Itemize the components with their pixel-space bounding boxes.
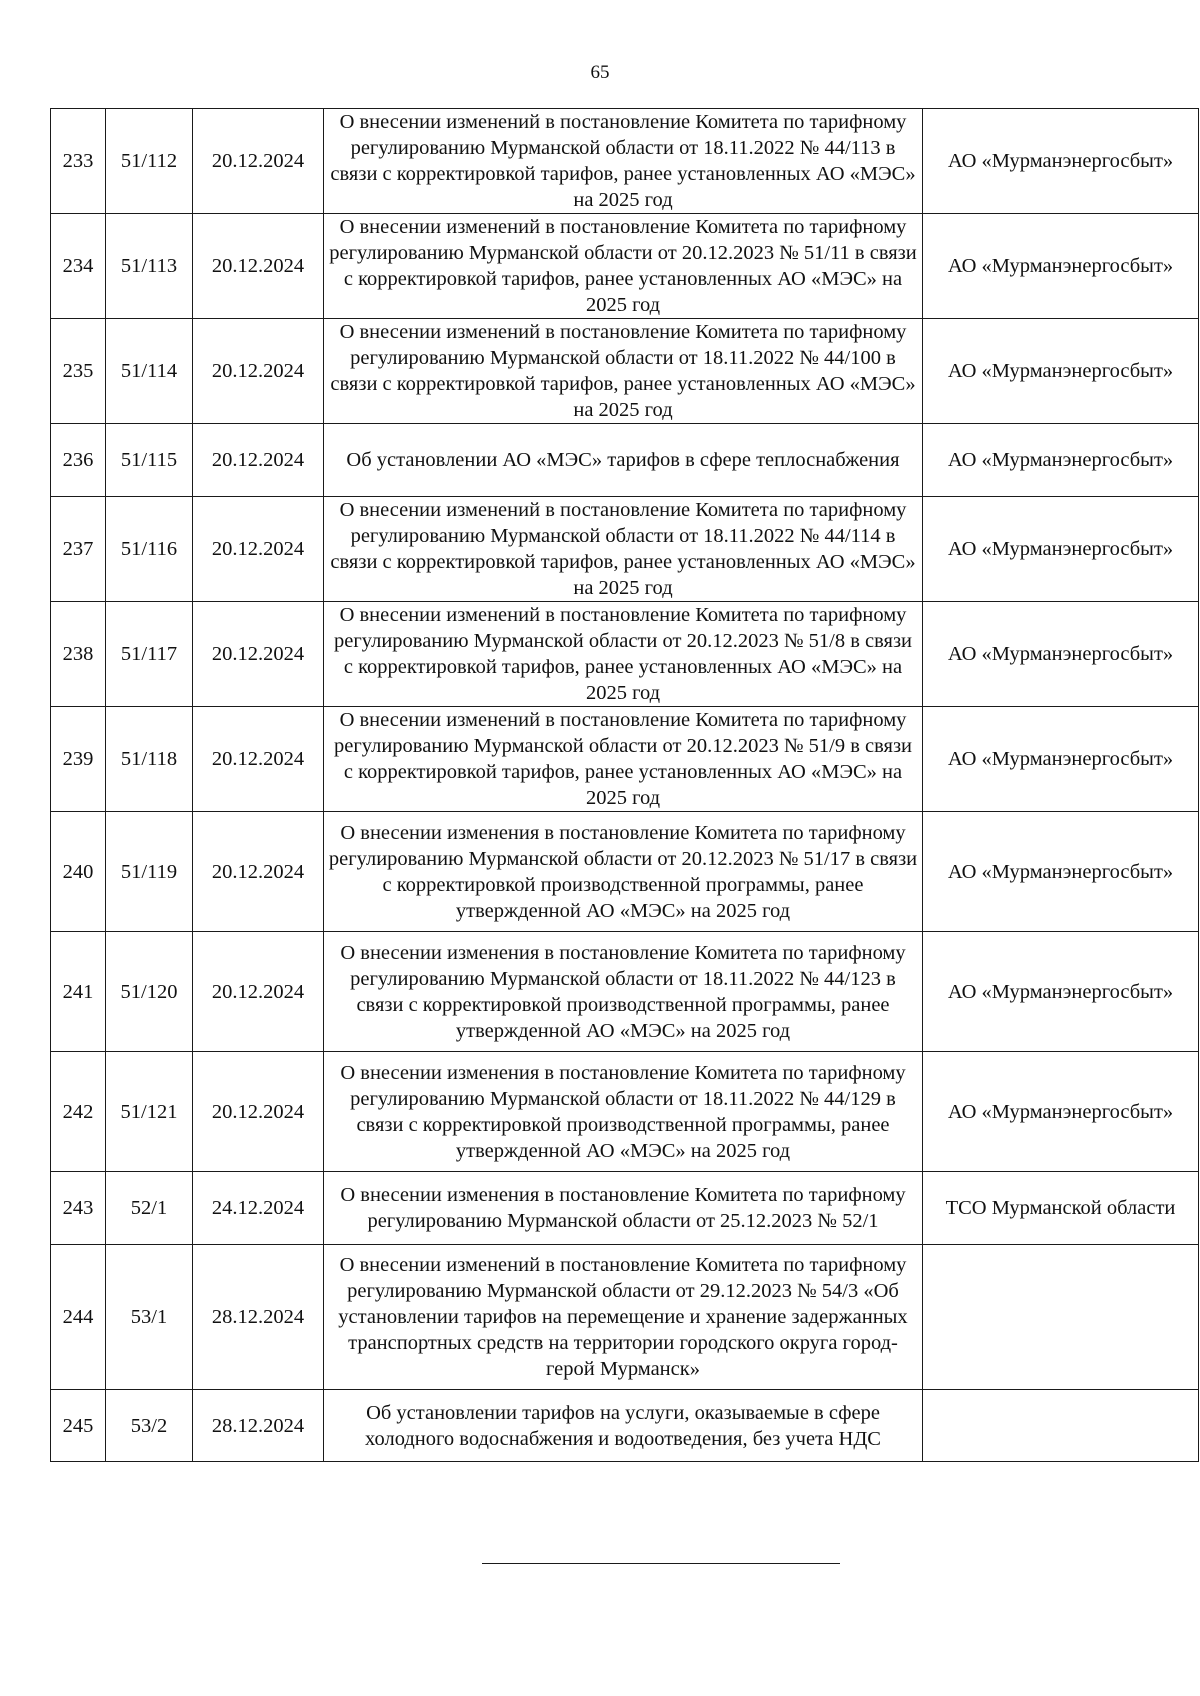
row-number: 239: [51, 707, 106, 812]
organization: АО «Мурманэнергосбыт»: [923, 109, 1199, 214]
resolution-date: 20.12.2024: [193, 214, 324, 319]
row-number: 234: [51, 214, 106, 319]
table-row: [51, 109, 1199, 214]
table-row: [51, 602, 1199, 707]
organization: АО «Мурманэнергосбыт»: [923, 497, 1199, 602]
organization: [923, 1245, 1199, 1390]
table-row: [51, 1390, 1199, 1462]
resolution-title: О внесении изменения в постановление Комитета по тарифному регулированию Мурманской области от 18.11.2022 № 44/123 в связи с корректировкой производственной программы, ранее утвержденной АО «МЭС» на 2025 год: [324, 932, 923, 1052]
table-row: [51, 932, 1199, 1052]
row-number: 236: [51, 424, 106, 497]
row-number: 238: [51, 602, 106, 707]
resolution-date: 20.12.2024: [193, 1052, 324, 1172]
resolution-title: О внесении изменения в постановление Комитета по тарифному регулированию Мурманской области от 18.11.2022 № 44/129 в связи с корректировкой производственной программы, ранее утвержденной АО «МЭС» на 2025 год: [324, 1052, 923, 1172]
resolution-title: О внесении изменения в постановление Комитета по тарифному регулированию Мурманской области от 20.12.2023 № 51/17 в связи с корректировкой производственной программы, ранее утвержденной АО «МЭС» на 2025 год: [324, 812, 923, 932]
row-number: 233: [51, 109, 106, 214]
resolution-number: 51/121: [106, 1052, 193, 1172]
row-number: 240: [51, 812, 106, 932]
resolution-date: 20.12.2024: [193, 707, 324, 812]
row-number: 244: [51, 1245, 106, 1390]
table-row: [51, 1172, 1199, 1245]
resolution-number: 51/113: [106, 214, 193, 319]
resolution-date: 20.12.2024: [193, 497, 324, 602]
organization: [923, 1390, 1199, 1462]
closing-rule: [482, 1563, 840, 1564]
resolution-date: 20.12.2024: [193, 932, 324, 1052]
resolution-number: 51/116: [106, 497, 193, 602]
organization: АО «Мурманэнергосбыт»: [923, 1052, 1199, 1172]
resolution-title: О внесении изменений в постановление Комитета по тарифному регулированию Мурманской области от 20.12.2023 № 51/11 в связи с корректировкой тарифов, ранее установленных АО «МЭС» на 2025 год: [324, 214, 923, 319]
table-row: [51, 424, 1199, 497]
registry-table: [50, 108, 1199, 1462]
resolution-title: О внесении изменений в постановление Комитета по тарифному регулированию Мурманской области от 29.12.2023 № 54/3 «Об установлении тарифов на перемещение и хранение задержанных транспортных средств на территории городского округа город-герой Мурманск»: [324, 1245, 923, 1390]
resolution-number: 51/115: [106, 424, 193, 497]
resolution-number: 52/1: [106, 1172, 193, 1245]
organization: АО «Мурманэнергосбыт»: [923, 319, 1199, 424]
row-number: 245: [51, 1390, 106, 1462]
table-row: [51, 812, 1199, 932]
row-number: 235: [51, 319, 106, 424]
resolution-number: 51/118: [106, 707, 193, 812]
resolution-title: Об установлении тарифов на услуги, оказываемые в сфере холодного водоснабжения и водоотведения, без учета НДС: [324, 1390, 923, 1462]
row-number: 241: [51, 932, 106, 1052]
organization: АО «Мурманэнергосбыт»: [923, 932, 1199, 1052]
resolution-title: О внесении изменений в постановление Комитета по тарифному регулированию Мурманской области от 20.12.2023 № 51/9 в связи с корректировкой тарифов, ранее установленных АО «МЭС» на 2025 год: [324, 707, 923, 812]
resolution-number: 51/114: [106, 319, 193, 424]
resolution-date: 20.12.2024: [193, 109, 324, 214]
resolution-number: 51/120: [106, 932, 193, 1052]
resolution-date: 28.12.2024: [193, 1390, 324, 1462]
resolution-title: О внесении изменений в постановление Комитета по тарифному регулированию Мурманской области от 18.11.2022 № 44/114 в связи с корректировкой тарифов, ранее установленных АО «МЭС» на 2025 год: [324, 497, 923, 602]
row-number: 243: [51, 1172, 106, 1245]
organization: АО «Мурманэнергосбыт»: [923, 812, 1199, 932]
resolution-title: О внесении изменений в постановление Комитета по тарифному регулированию Мурманской области от 20.12.2023 № 51/8 в связи с корректировкой тарифов, ранее установленных АО «МЭС» на 2025 год: [324, 602, 923, 707]
resolution-number: 51/112: [106, 109, 193, 214]
table-row: [51, 497, 1199, 602]
resolution-title: О внесении изменения в постановление Комитета по тарифному регулированию Мурманской области от 25.12.2023 № 52/1: [324, 1172, 923, 1245]
organization: АО «Мурманэнергосбыт»: [923, 214, 1199, 319]
resolution-number: 53/1: [106, 1245, 193, 1390]
row-number: 237: [51, 497, 106, 602]
table-row: [51, 1052, 1199, 1172]
resolution-date: 20.12.2024: [193, 602, 324, 707]
table-row: [51, 1245, 1199, 1390]
table-row: [51, 214, 1199, 319]
organization: АО «Мурманэнергосбыт»: [923, 707, 1199, 812]
resolution-date: 20.12.2024: [193, 424, 324, 497]
resolution-date: 20.12.2024: [193, 319, 324, 424]
resolution-date: 28.12.2024: [193, 1245, 324, 1390]
table-row: [51, 707, 1199, 812]
row-number: 242: [51, 1052, 106, 1172]
resolution-number: 53/2: [106, 1390, 193, 1462]
organization: АО «Мурманэнергосбыт»: [923, 424, 1199, 497]
resolution-date: 20.12.2024: [193, 812, 324, 932]
resolution-title: О внесении изменений в постановление Комитета по тарифному регулированию Мурманской области от 18.11.2022 № 44/113 в связи с корректировкой тарифов, ранее установленных АО «МЭС» на 2025 год: [324, 109, 923, 214]
organization: ТСО Мурманской области: [923, 1172, 1199, 1245]
resolution-number: 51/119: [106, 812, 193, 932]
registry-table-body: [51, 109, 1199, 1462]
page-number: 65: [590, 62, 610, 83]
resolution-date: 24.12.2024: [193, 1172, 324, 1245]
resolution-number: 51/117: [106, 602, 193, 707]
resolution-title: О внесении изменений в постановление Комитета по тарифному регулированию Мурманской области от 18.11.2022 № 44/100 в связи с корректировкой тарифов, ранее установленных АО «МЭС» на 2025 год: [324, 319, 923, 424]
organization: АО «Мурманэнергосбыт»: [923, 602, 1199, 707]
resolution-title: Об установлении АО «МЭС» тарифов в сфере теплоснабжения: [324, 424, 923, 497]
table-row: [51, 319, 1199, 424]
